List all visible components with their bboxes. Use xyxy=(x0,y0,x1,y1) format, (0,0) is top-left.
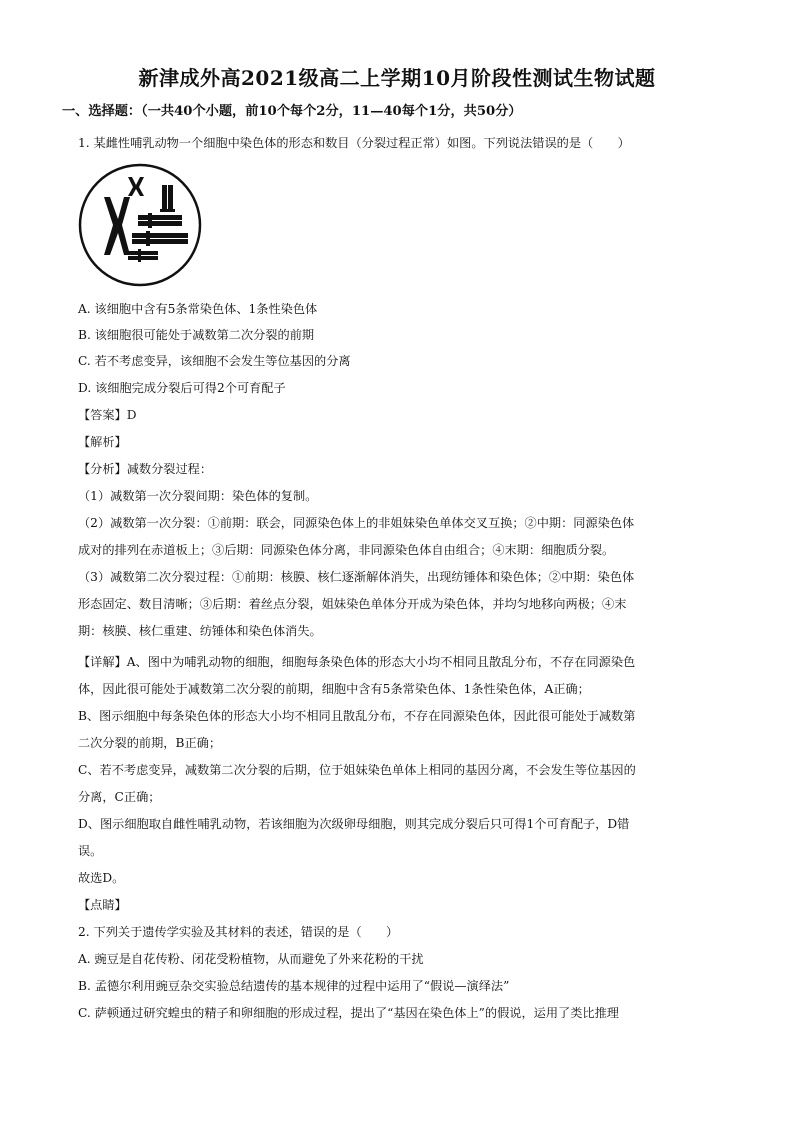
comment-heading: 【点睛】 xyxy=(78,898,127,912)
detail-line: 二次分裂的前期，B正确； xyxy=(78,736,222,750)
page-title: 新津成外高2021级高二上学期10月阶段性测试生物试题 xyxy=(138,66,656,90)
q2-option-c: C. 萨顿通过研究蝗虫的精子和卵细胞的形成过程，提出了“基因在染色体上”的假说，运用了类比推理 xyxy=(78,1006,619,1020)
detail-line: 误。 xyxy=(78,844,103,858)
analysis-line: （1）减数第一次分裂间期：染色体的复制。 xyxy=(78,489,318,503)
analysis-line: （2）减数第一次分裂：①前期：联会，同源染色体上的非姐妹染色单体交叉互换；②中期：同源染色体 xyxy=(78,516,635,530)
q2-option-b: B. 孟德尔利用豌豆杂交实验总结遗传的基本规律的过程中运用了“假说—演绎法” xyxy=(78,979,510,993)
q1-analysis-heading: 【解析】 xyxy=(78,435,127,449)
analysis-line: 成对的排列在赤道板上；③后期：同源染色体分离，非同源染色体自由组合；④末期：细胞质分裂。 xyxy=(78,543,615,557)
detail-line: 分离，C正确； xyxy=(78,790,161,804)
q1-option-c: C. 若不考虑变异，该细胞不会发生等位基因的分离 xyxy=(78,354,351,368)
detail-line: B、图示细胞中每条染色体的形态大小均不相同且散乱分布，不存在同源染色体，因此很可能处于减数第 xyxy=(78,709,636,723)
analysis-line: （3）减数第二次分裂过程：①前期：核膜、核仁逐渐解体消失，出现纺锤体和染色体；②中期：染色体 xyxy=(78,570,635,584)
detail-line: 体，因此很可能处于减数第二次分裂的前期，细胞中含有5条常染色体、1条性染色体，A正确； xyxy=(78,682,590,696)
cell-chromosome-diagram xyxy=(78,163,202,287)
analysis-line: 形态固定、数目清晰；③后期：着丝点分裂，姐妹染色单体分开成为染色体，并均匀地移向两极；④末 xyxy=(78,597,627,611)
q1-option-b: B. 该细胞很可能处于减数第二次分裂的前期 xyxy=(78,328,315,342)
detail-line: 【详解】A、图中为哺乳动物的细胞，细胞每条染色体的形态大小均不相同且散乱分布，不存在同源染色 xyxy=(78,655,636,669)
section-heading: 一、选择题：（一共40个小题，前10个每个2分，11—40每个1分，共50分） xyxy=(62,104,522,119)
detail-line: 故选D。 xyxy=(78,871,125,885)
question-2-stem: 2. 下列关于遗传学实验及其材料的表述，错误的是（ ） xyxy=(78,925,399,939)
q2-option-a: A. 豌豆是自花传粉、闭花受粉植物，从而避免了外来花粉的干扰 xyxy=(78,952,424,966)
detail-line: C、若不考虑变异，减数第二次分裂的后期，位于姐妹染色单体上相同的基因分离，不会发生等位基因的 xyxy=(78,763,636,777)
analysis-line: 【分析】减数分裂过程： xyxy=(78,462,213,476)
q1-option-a: A. 该细胞中含有5条常染色体、1条性染色体 xyxy=(78,302,318,316)
question-1-stem: 1. 某雌性哺乳动物一个细胞中染色体的形态和数目（分裂过程正常）如图。下列说法错误的是（ ） xyxy=(78,136,630,150)
analysis-line: 期：核膜、核仁重建、纺锤体和染色体消失。 xyxy=(78,624,322,638)
q1-answer: 【答案】D xyxy=(78,408,137,422)
detail-line: D、图示细胞取自雌性哺乳动物，若该细胞为次级卵母细胞，则其完成分裂后只可得1个可育配子，D错 xyxy=(78,817,630,831)
q1-option-d: D. 该细胞完成分裂后可得2个可育配子 xyxy=(78,381,286,395)
